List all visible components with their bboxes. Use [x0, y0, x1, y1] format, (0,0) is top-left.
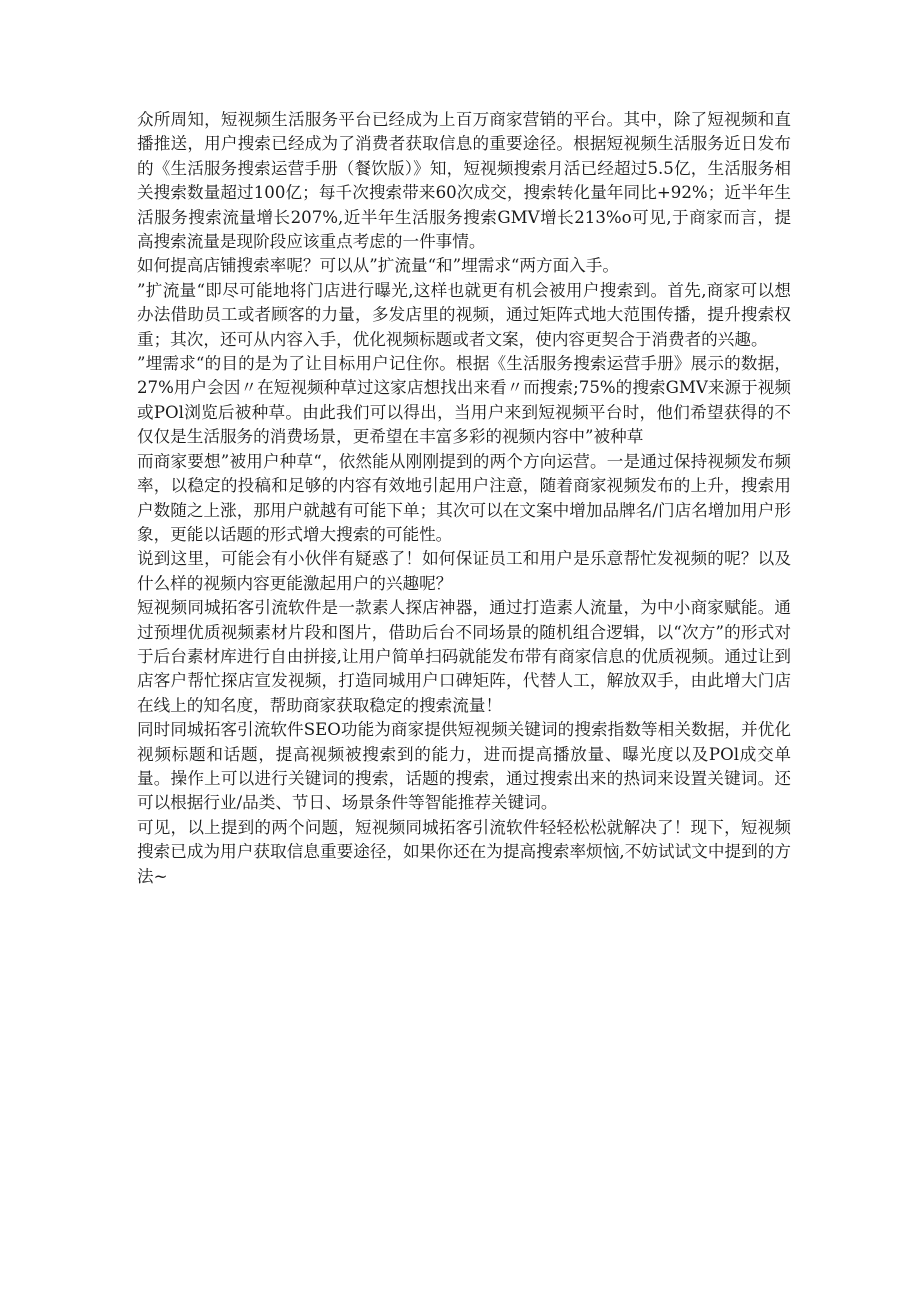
- document-body: [137, 108, 791, 889]
- paragraph-expand-traffic: ”扩流量“即尽可能地将门店进行曝光,这样也就更有机会被用户搜索到。首先,商家可以想办法借助员工或者顾客的力量，多发店里的视频，通过矩阵式地大范围传播，提升搜索权重；其次，还可从内容入手，优化视频标题或者文案，使内容更契合于消费者的兴趣。: [137, 280, 791, 349]
- paragraph-intro: 众所周知，短视频生活服务平台已经成为上百万商家营销的平台。其中，除了短视频和直播推送，用户搜索已经成为了消费者获取信息的重要途径。根据短视频生活服务近日发布的《生活服务搜索运营手册（餐饮版）》知，短视频搜索月活已经超过5.5亿，生活服务相关搜索数量超过100亿；每千次搜索带来60次成交，搜索转化量年同比+92%；近半年生活服务搜索流量增长207%,近半年生活服务搜索GMV增长213%o可见,于商家而言，提高搜索流量是现阶段应该重点考虑的一件事情。: [137, 110, 791, 252]
- paragraph-conclusion: 可见，以上提到的两个问题，短视频同城拓客引流软件轻轻松松就解决了！现下，短视频搜索已成为用户获取信息重要途径，如果你还在为提高搜索率烦恼,不妨试试文中提到的方法~: [137, 817, 791, 886]
- paragraph-merchant-operation: 而商家要想”被用户种草“，依然能从刚刚提到的两个方向运营。一是通过保持视频发布频率，以稳定的投稿和足够的内容有效地引起用户注意，随着商家视频发布的上升，搜索用户数随之上涨，那用户就越有可能下单；其次可以在文案中增加品牌名/门店名增加用户形象，更能以话题的形式增大搜索的可能性。: [137, 451, 791, 544]
- paragraph-software-intro: 短视频同城拓客引流软件是一款素人探店神器，通过打造素人流量，为中小商家赋能。通过预埋优质视频素材片段和图片，借助后台不同场景的随机组合逻辑，以“次方”的形式对于后台素材库进行自由拼接,让用户简单扫码就能发布带有商家信息的优质视频。通过让到店客户帮忙探店宣发视频，打造同城用户口碑矩阵，代替人工，解放双手，由此增大门店在线上的知名度，帮助商家获取稳定的搜索流量！: [137, 598, 791, 715]
- paragraph-question: 如何提高店铺搜索率呢？可以从”扩流量“和”埋需求“两方面入手。: [137, 256, 619, 276]
- paragraph-plant-demand: ”埋需求“的目的是为了让目标用户记住你。根据《生活服务搜索运营手册》展示的数据，27%用户会因〃在短视频种草过这家店想找出来看〃而搜索;75%的搜索GMV来源于视频或POl浏览后被种草。由此我们可以得出，当用户来到短视频平台时，他们希望获得的不仅仅是生活服务的消费场景，更希望在丰富多彩的视频内容中”被种草: [137, 354, 791, 447]
- paragraph-doubt: 说到这里，可能会有小伙伴有疑惑了！如何保证员工和用户是乐意帮忙发视频的呢？以及什么样的视频内容更能激起用户的兴趣呢？: [137, 549, 791, 593]
- paragraph-seo: 同时同城拓客引流软件SEO功能为商家提供短视频关键词的搜索指数等相关数据，并优化视频标题和话题，提高视频被搜索到的能力，进而提高播放量、曝光度以及POl成交单量。操作上可以进行关键词的搜索，话题的搜索，通过搜索出来的热词来设置关键词。还可以根据行业/品类、节日、场景条件等智能推荐关键词。: [137, 720, 791, 813]
